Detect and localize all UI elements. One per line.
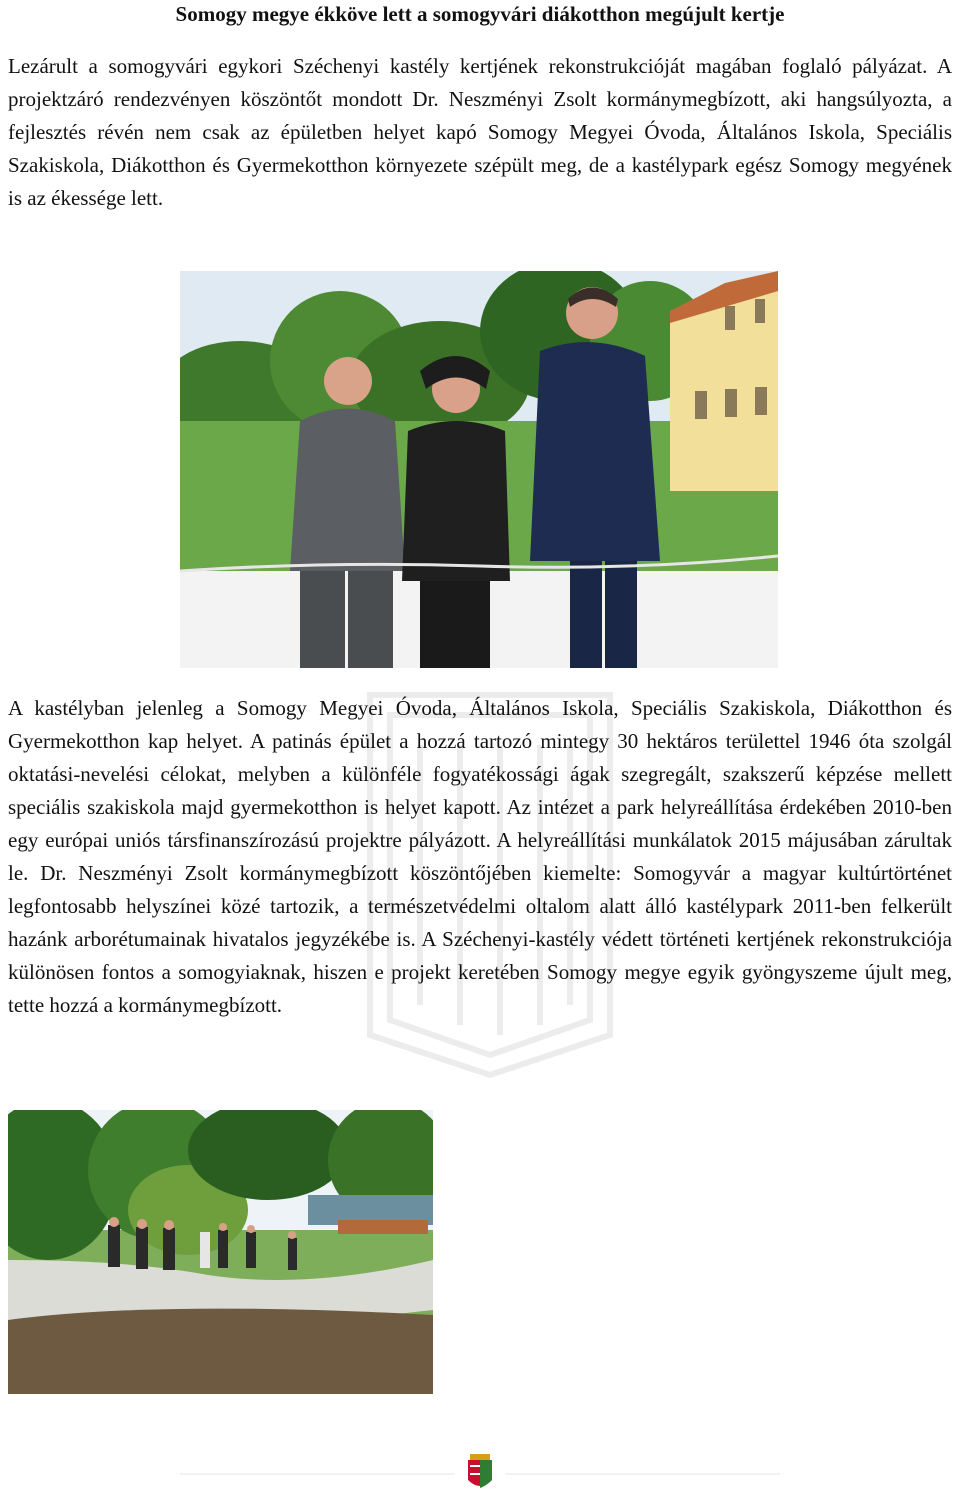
footer-emblem-icon (0, 1452, 960, 1496)
article-title: Somogy megye ékköve lett a somogyvári diákotthon megújult kertje (175, 2, 785, 26)
garden-walk-photo (8, 1110, 433, 1394)
body-paragraph: A kastélyban jelenleg a Somogy Megyei Óvoda, Általános Iskola, Speciális Szakiskola, Diákotthon és Gyermekotthon kap helyet. A patinás épület a hozzá tartozó mintegy 30 hektáros területtel 1946 óta szolgál oktatási-nevelési célokat, melyben a különféle fogyatékossági ágak szegregált, szakszerű képzése mellett speciális szakiskola majd gyermekotthon is helyet kapott. Az intézet a park helyreállítása érdekében 2010-ben egy európai uniós társfinanszírozású projektre pályázott. A helyreállítási munkálatok 2015 májusában zárultak le. Dr. Neszményi Zsolt kormánymegbízott köszöntőjében kiemelte: Somogyvár a magyar kultúrtörténet legfontosabb helyszínei közé tartozik, a természetvédelmi oltalom alatt álló kastélypark 2011-ben felkerült hazánk arborétumainak hivatalos jegyzékébe is. A Széchenyi-kastély védett történeti kertjének rekonstrukciója különösen fontos a somogyiaknak, hiszen e projekt keretében Somogy megye egyik gyöngyszeme újult meg, tette hozzá a kormánymegbízott. (8, 696, 952, 1017)
intro-paragraph: Lezárult a somogyvári egykori Széchenyi kastély kertjének rekonstrukcióját magában foglaló pályázat. A projektzáró rendezvényen köszöntőt mondott Dr. Neszményi Zsolt kormánymegbízott, aki hangsúlyozta, a fejlesztés révén nem csak az épületben helyet kapó Somogy Megyei Óvoda, Általános Iskola, Speciális Szakiskola, Diákotthon és Gyermekotthon környezete szépült meg, de a kastélypark egész Somogy megyének is az ékessége lett. (8, 54, 952, 210)
ribbon-cutting-photo (180, 271, 778, 668)
